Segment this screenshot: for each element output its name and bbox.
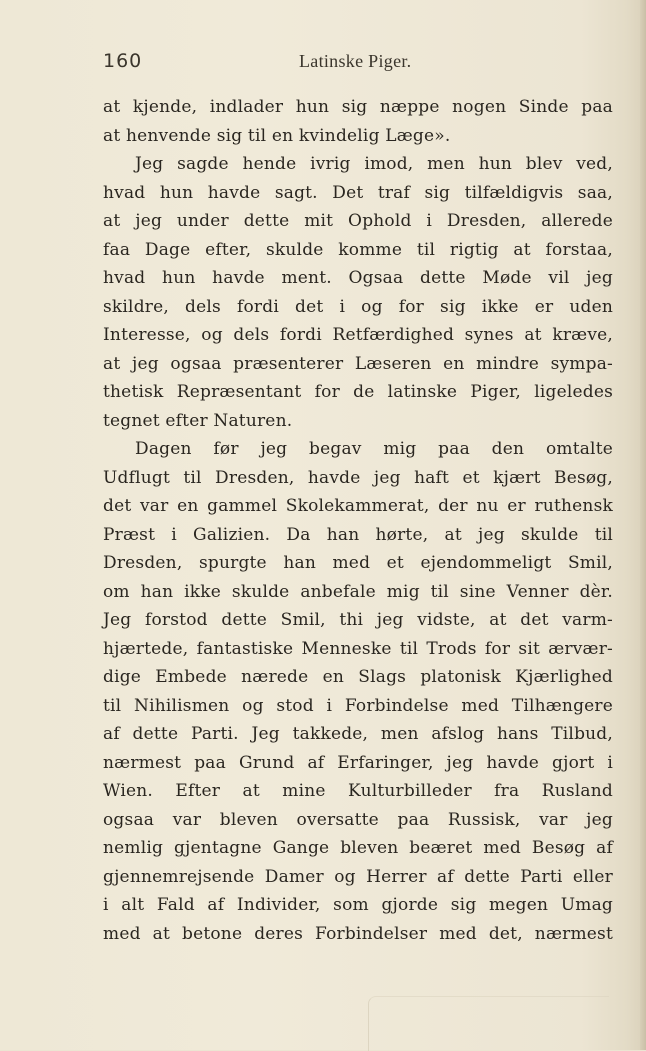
text-line: det var en gammel Skolekammerat, der nu er ruthensk <box>103 496 613 516</box>
text-line: gjennemrejsende Damer og Herrer af dette Parti eller <box>103 866 613 887</box>
text-line: skildre, dels fordi det i og for sig ikke er uden <box>103 296 613 317</box>
text-line: nemlig gjentagne Gange bleven beæret med Besøg af <box>103 838 613 858</box>
text-line: at henvende sig til en kvindelig Læge». <box>103 125 451 146</box>
page-edge <box>640 0 646 1050</box>
text-line: Dagen før jeg begav mig paa den omtalte <box>135 439 613 459</box>
text-line: med at betone deres Forbindelser med det, nærmest <box>103 923 613 944</box>
text-line: Præst i Galizien. Da han hørte, at jeg skulde til <box>103 524 613 545</box>
text-line: at kjende, indlader hun sig næppe nogen Sinde paa <box>103 97 613 117</box>
paper-crease <box>368 996 609 1051</box>
text-line: til Nihilismen og stod i Forbindelse med Tilhængere <box>103 695 613 716</box>
text-line: tegnet efter Naturen. <box>103 410 293 431</box>
text-line: Wien. Efter at mine Kulturbilleder fra Rusland <box>103 781 613 801</box>
text-line: om han ikke skulde anbefale mig til sine Venner dèr. <box>103 581 613 602</box>
text-line: hvad hun havde ment. Ogsaa dette Møde vil jeg <box>103 268 613 288</box>
text-line: faa Dage efter, skulde komme til rigtig at forstaa, <box>103 239 613 260</box>
text-line: i alt Fald af Individer, som gjorde sig megen Umag <box>103 895 613 915</box>
text-line: ogsaa var bleven oversatte paa Russisk, var jeg <box>103 809 613 830</box>
page-number: 160 <box>103 50 143 72</box>
text-line: hvad hun havde sagt. Det traf sig tilfældigvis saa, <box>103 182 613 203</box>
page-header <box>103 50 613 80</box>
running-title: Latinske Piger. <box>299 51 412 71</box>
text-line: af dette Parti. Jeg takkede, men afslog hans Tilbud, <box>103 724 613 744</box>
text-line: thetisk Repræsentant for de latinske Piger, ligeledes <box>103 382 613 402</box>
text-line: Interesse, og dels fordi Retfærdighed synes at kræve, <box>103 325 613 345</box>
text-line: dige Embede nærede en Slags platonisk Kjærlighed <box>103 667 613 687</box>
text-line: at jeg under dette mit Ophold i Dresden, allerede <box>103 211 613 231</box>
text-line: Dresden, spurgte han med et ejendommeligt Smil, <box>103 553 613 573</box>
text-line: hjærtede, fantastiske Menneske til Trods for sit ærvær- <box>103 638 613 659</box>
text-line: nærmest paa Grund af Erfaringer, jeg havde gjort i <box>103 752 613 773</box>
text-line: Jeg sagde hende ivrig imod, men hun blev ved, <box>135 154 613 174</box>
text-line: Udflugt til Dresden, havde jeg haft et kjært Besøg, <box>103 467 613 488</box>
text-line: at jeg ogsaa præsenterer Læseren en mindre sympa- <box>103 353 613 374</box>
body-text <box>103 93 613 948</box>
text-line: Jeg forstod dette Smil, thi jeg vidste, at det varm- <box>103 610 613 630</box>
